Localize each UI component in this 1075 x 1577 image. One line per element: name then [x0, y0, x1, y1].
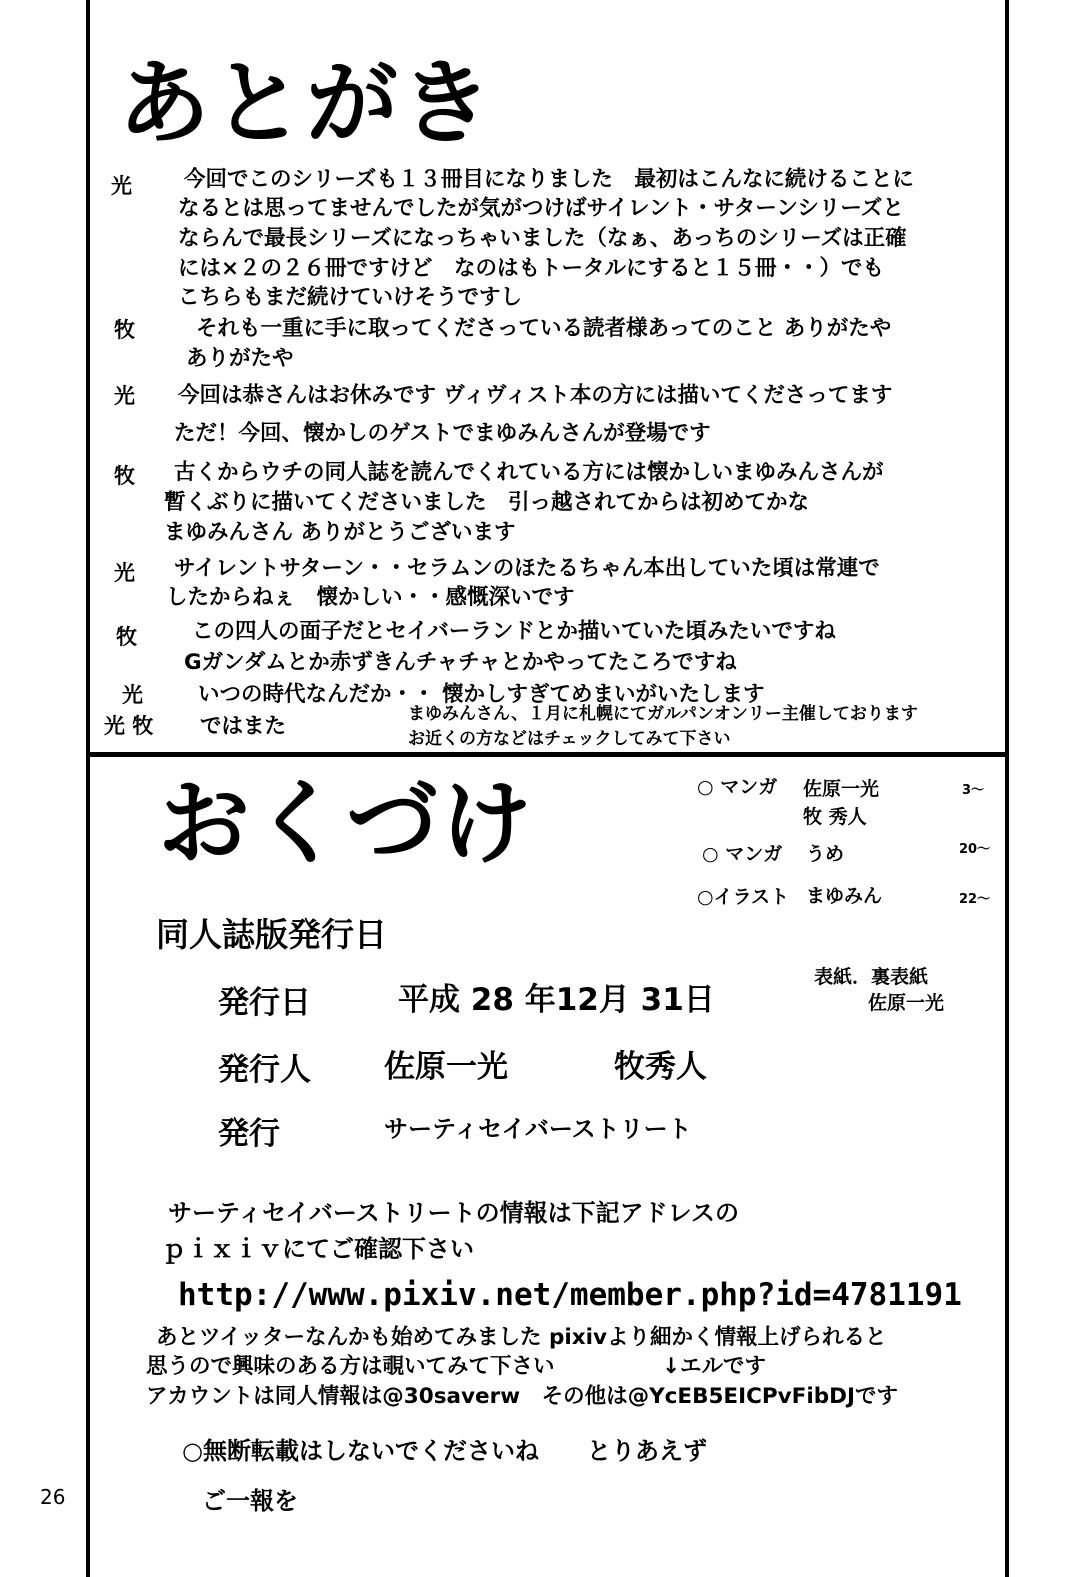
speaker-label: 光: [114, 561, 135, 585]
credit-role: ○ マンガ: [702, 843, 783, 865]
afterword-line: ありがたや: [186, 346, 294, 371]
notice-line: ご一報を: [202, 1487, 298, 1515]
afterword-line: ただ！今回、懐かしのゲストでまゆみんさんが登場です: [174, 421, 711, 446]
speaker-label: 光: [111, 174, 132, 198]
cover-credit-label: 表紙．裏表紙: [814, 966, 929, 988]
afterword-line: 今回でこのシリーズも１３冊目になりました 最初はこんなに続けることに: [184, 167, 914, 192]
credit-role: ○ マンガ: [697, 776, 778, 798]
twitter-line: あとツイッターなんかも始めてみました pixivより細かく情報上げられると: [156, 1325, 887, 1350]
cover-credit-name: 佐原一光: [868, 992, 945, 1014]
afterword-line: 古くからウチの同人誌を読んでくれている方には懐かしいまゆみんさんが: [174, 460, 884, 485]
speaker-label: 牧: [114, 318, 135, 342]
publisher-group-label: 発行: [218, 1116, 280, 1152]
credit-name: まゆみん: [806, 885, 883, 907]
credit-name: うめ: [806, 843, 845, 865]
publisher-label: 発行人: [218, 1052, 311, 1088]
page-number: 26: [40, 1485, 66, 1509]
speaker-label: 光: [122, 683, 143, 707]
afterword-note: まゆみんさん、１月に札幌にてガルパンオンリー主催しております: [408, 704, 918, 724]
frame-right-border: [1005, 0, 1009, 1577]
afterword-title: あとがき: [118, 50, 495, 157]
afterword-line: それも一重に手に取ってくださっている読者様あってのこと ありがたや: [196, 316, 892, 341]
afterword-line: Gガンダムとか赤ずきんチャチャとかやってたころですね: [184, 650, 737, 675]
publisher-name: 佐原一光: [384, 1049, 508, 1085]
afterword-line: まゆみんさん ありがとうございます: [164, 520, 516, 545]
speaker-label: 光: [114, 384, 135, 408]
publisher-group-name: サーティセイバーストリート: [384, 1115, 692, 1143]
edition-heading: 同人誌版発行日: [156, 915, 387, 954]
afterword-line: 今回は恭さんはお休みです ヴィヴィスト本の方には描いてくださってます: [178, 383, 893, 408]
afterword-line: したからねぇ 懐かしい・・感慨深いです: [166, 585, 575, 610]
credit-role: ○イラスト: [697, 886, 790, 908]
afterword-line: サイレントサターン・・セラムンのほたるちゃん本出していた頃は常連で: [174, 556, 880, 581]
afterword-line: いつの時代なんだか・・ 懐かしすぎてめまいがいたします: [198, 682, 765, 707]
credit-page: 3～: [962, 783, 985, 798]
credit-name: 佐原一光: [803, 778, 880, 800]
afterword-line: この四人の面子だとセイバーランドとか描いていた頃みたいですね: [192, 619, 836, 644]
publish-date-value: 平成 28 年12月 31日: [398, 982, 715, 1018]
afterword-note: お近くの方などはチェックしてみて下さい: [408, 729, 731, 749]
afterword-line: ならんで最長シリーズになっちゃいました（なぁ、あっちのシリーズは正確: [178, 226, 907, 251]
colophon-title: おくづけ: [158, 770, 535, 877]
speaker-label: 牧: [114, 464, 135, 488]
notice-line: ○無断転載はしないでくださいね とりあえず: [182, 1437, 707, 1465]
afterword-line: 暫くぶりに描いてくださいました 引っ越されてからは初めてかな: [164, 490, 810, 515]
twitter-line: 思うので興味のある方は覗いてみて下さい ↓エルです: [146, 1354, 767, 1379]
credit-page: 20～: [959, 842, 991, 857]
frame-left-border: [86, 0, 90, 1577]
credit-page: 22～: [959, 892, 991, 907]
info-line: サーティセイバーストリートの情報は下記アドレスの: [168, 1199, 739, 1227]
afterword-line: には×２の２６冊ですけど なのはもトータルにすると１５冊・・）でも: [178, 256, 885, 281]
section-divider: [86, 752, 1009, 757]
afterword-line: ではまた: [200, 714, 287, 739]
publisher-name: 牧秀人: [614, 1049, 707, 1085]
afterword-line: なるとは思ってませんでしたが気がつけばサイレント・サターンシリーズと: [178, 196, 904, 221]
publish-date-label: 発行日: [218, 985, 311, 1021]
speaker-label: 光 牧: [104, 714, 154, 738]
afterword-line: こちらもまだ続けていけそうですし: [178, 285, 523, 310]
speaker-label: 牧: [116, 625, 137, 649]
twitter-line: アカウントは同人情報は@30saverw その他は@YcEB5EICPvFibDJです: [146, 1384, 898, 1409]
info-line: ｐｉｘｉｖにてご確認下さい: [162, 1235, 474, 1263]
credit-name: 牧 秀人: [803, 806, 867, 828]
pixiv-url-link[interactable]: http://www.pixiv.net/member.php?id=4781191: [178, 1277, 962, 1313]
